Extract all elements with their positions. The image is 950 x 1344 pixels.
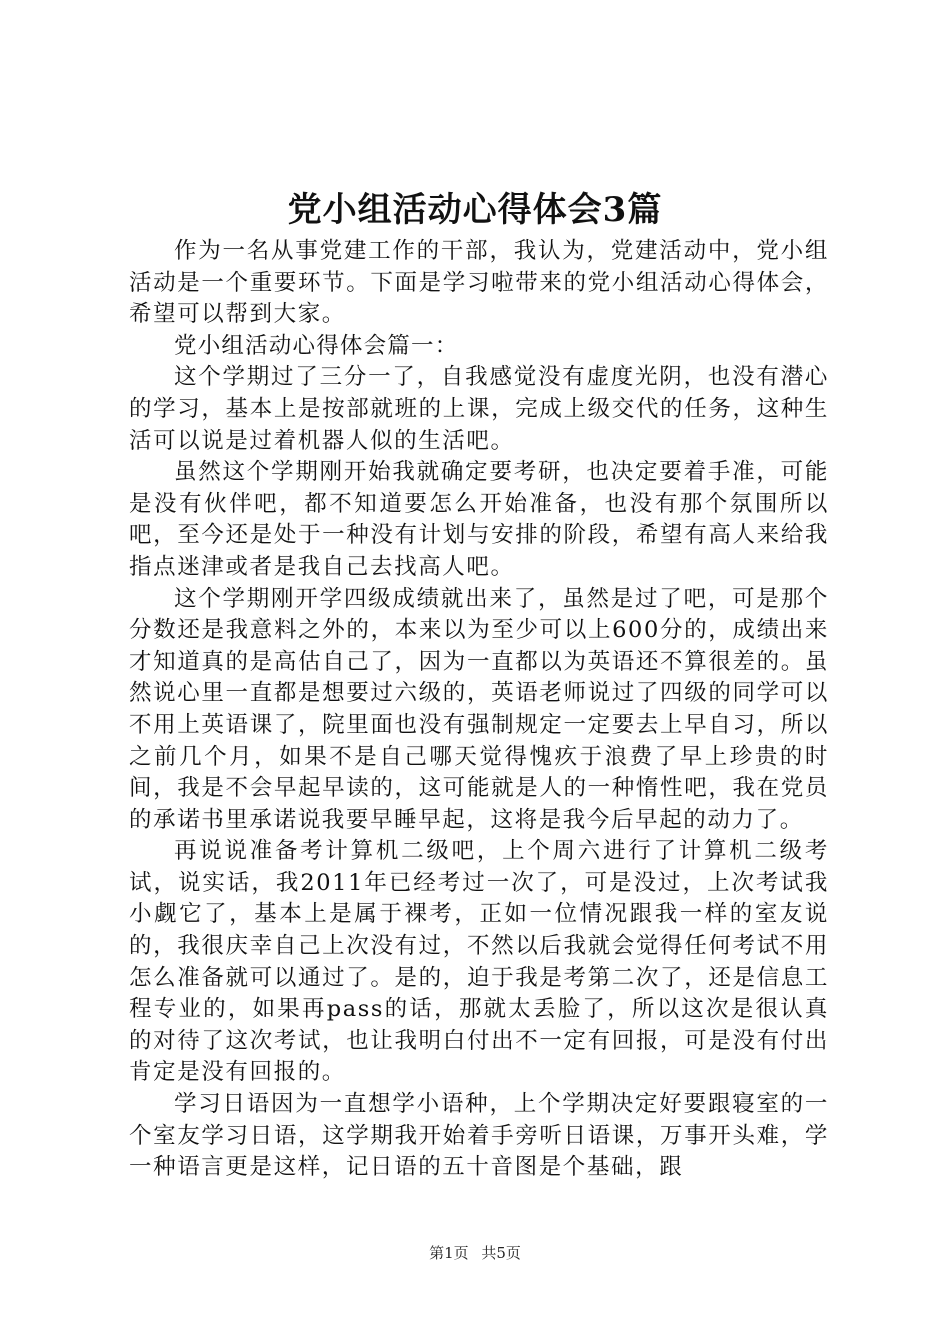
document-title: 党小组活动心得体会3篇 bbox=[287, 190, 663, 230]
body-paragraph: 学习日语因为一直想学小语种，上个学期决定好要跟寝室的一个室友学习日语，这学期我开始着手旁听日语课，万事开头难，学一种语言更是这样，记日语的五十音图是个基础，跟 bbox=[129, 1091, 829, 1181]
document-body bbox=[129, 236, 829, 1184]
page-total: 共5页 bbox=[481, 1244, 521, 1262]
body-paragraph: 再说说准备考计算机二级吧，上个周六进行了计算机二级考试，说实话，我2011年已经考过一次了，可是没过，上次考试我小觑它了，基本上是属于裸考，正如一位情况跟我一样的室友说的，我很庆幸自己上次没有过，不然以后我就会觉得任何考试不用怎么准备就可以通过了。是的，迫于我是考第二次了，还是信息工程专业的，如果再pass的话，那就太丢脸了，所以这次是很认真的对待了这次考试，也让我明白付出不一定有回报，可是没有付出肯定是没有回报的。 bbox=[129, 838, 829, 1086]
page-footer bbox=[0, 1242, 950, 1264]
section-heading: 党小组活动心得体会篇一： bbox=[174, 332, 459, 359]
body-paragraph: 这个学期过了三分一了，自我感觉没有虚度光阴，也没有潜心的学习，基本上是按部就班的上课，完成上级交代的任务，这种生活可以说是过着机器人似的生活吧。 bbox=[129, 364, 829, 454]
page-number: 第1页 bbox=[429, 1244, 469, 1262]
body-paragraph: 虽然这个学期刚开始我就确定要考研，也决定要着手准，可能是没有伙伴吧，都不知道要怎么开始准备，也没有那个氛围所以吧，至今还是处于一种没有计划与安排的阶段，希望有高人来给我指点迷津或者是我自己去找高人吧。 bbox=[129, 459, 829, 580]
body-paragraph: 这个学期刚开学四级成绩就出来了，虽然是过了吧，可是那个分数还是我意料之外的，本来以为至少可以上600分的，成绩出来才知道真的是高估自己了，因为一直都以为英语还不算很差的。虽然说心里一直都是想要过六级的，英语老师说过了四级的同学可以不用上英语课了，院里面也没有强制规定一定要去上早自习，所以之前几个月，如果不是自己哪天觉得愧疚于浪费了早上珍贵的时间，我是不会早起早读的，这可能就是人的一种惰性吧，我在党员的承诺书里承诺说我要早睡早起，这将是我今后早起的动力了。 bbox=[129, 585, 829, 833]
intro-paragraph: 作为一名从事党建工作的干部，我认为，党建活动中，党小组活动是一个重要环节。下面是学习啦带来的党小组活动心得体会，希望可以帮到大家。 bbox=[129, 238, 829, 328]
